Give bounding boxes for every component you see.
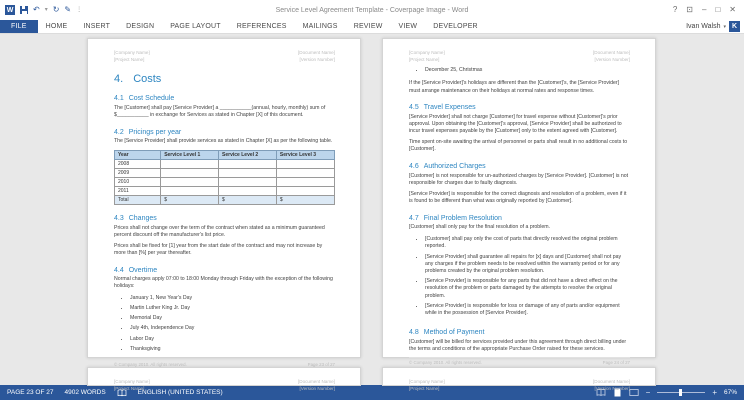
header-project-name: [Project Name] <box>114 386 145 392</box>
tab-file[interactable]: FILE <box>0 20 38 33</box>
quick-access-toolbar <box>0 5 82 15</box>
header-project-name: [Project Name] <box>409 57 440 63</box>
page-footer <box>114 359 335 367</box>
section-heading[interactable]: 4.3 Changes <box>114 215 157 223</box>
page-23[interactable] <box>87 38 361 367</box>
save-icon[interactable] <box>20 6 28 14</box>
paragraph[interactable]: The [Customer] shall pay [Service Provider] a ___________(annual, hourly, monthly) sum of $___________ in exchange for Services as stated in Chapter [X] of this document. <box>114 104 326 118</box>
chevron-down-icon: ▾ <box>723 23 726 30</box>
header-document-name: [Document Name] <box>592 379 630 384</box>
bullet-item[interactable]: • July 4th, Independence Day <box>130 325 335 332</box>
ribbon-display-options-icon[interactable]: ⊡ <box>686 5 693 14</box>
paragraph[interactable]: [Service Provider] shall not charge [Customer] for travel expense without [Customer]'s prior approval. Upon obtaining the [Customer]'s approval, [Service Provider] shall be authorized to incur travel expenses payable by the [Customer] only to the extent agreed with [Customer]. <box>409 113 622 135</box>
section-heading[interactable]: 4.5 Travel Expenses <box>409 104 476 112</box>
zoom-in-button[interactable]: + <box>712 388 717 397</box>
window-title: Service Level Agreement Template - Coverpage Image - Word <box>275 6 469 14</box>
header-document-name: [Document Name] <box>592 50 630 55</box>
header-version-number: [Version Number] <box>299 386 335 392</box>
table-total-row <box>115 196 335 205</box>
tab-insert[interactable]: INSERT <box>83 23 111 30</box>
pricing-table[interactable] <box>114 150 335 205</box>
language-indicator[interactable]: ENGLISH (UNITED STATES) <box>137 389 223 396</box>
document-canvas[interactable] <box>0 34 744 392</box>
bullet-item[interactable]: • [Service Provider] is responsible for loss or damage of any of parts and/or equipment while in the possession of [Service Provider]. <box>425 303 630 318</box>
zoom-out-button[interactable]: − <box>645 388 651 397</box>
paragraph[interactable]: Time spent on-site awaiting the arrival of personnel or parts shall result in no additional costs to [Customer]. <box>409 139 628 153</box>
avatar[interactable]: K <box>729 21 740 32</box>
table-cell[interactable]: 2011 <box>115 187 161 196</box>
table-total-cell[interactable]: $ <box>161 196 219 205</box>
bullet-item[interactable]: • [Customer] shall pay only the cost of parts that directly resolved the original problem reported. <box>425 236 630 251</box>
bullet-item[interactable]: • December 25, Christmas <box>425 67 630 74</box>
section-heading[interactable]: 4.7 Final Problem Resolution <box>409 214 502 222</box>
table-cell[interactable] <box>161 169 219 178</box>
bullet-item[interactable]: • Memorial Day <box>130 315 335 322</box>
header-version-number: [Version Number] <box>594 386 630 392</box>
bullet-item[interactable]: • January 1, New Year's Day <box>130 295 335 302</box>
page-header <box>114 378 335 392</box>
page-indicator[interactable]: PAGE 23 OF 27 <box>7 389 54 396</box>
zoom-slider[interactable] <box>657 392 705 393</box>
table-cell[interactable]: 2009 <box>115 169 161 178</box>
bullet-item[interactable]: • [Service Provider] shall guarantee all repairs for [x] days and [Customer] shall not pay any charges if the problem needs to be resolved within the warranty period or for any problems created by the original problem resolution. <box>425 254 630 276</box>
table-row <box>115 160 335 169</box>
bullet-list <box>409 67 630 77</box>
table-row <box>115 187 335 196</box>
page-footer <box>409 357 630 365</box>
table-row <box>115 169 335 178</box>
table-cell[interactable]: 2008 <box>115 160 161 169</box>
table-cell[interactable] <box>161 178 219 187</box>
help-icon[interactable]: ? <box>672 5 678 14</box>
paragraph[interactable]: [Service Provider] is responsible for the correct diagnosis and resolution of a problem, even if it is found to be different than what was originally reported by [Customer]. <box>409 190 627 205</box>
header-document-name: [Document Name] <box>297 50 335 55</box>
footer-page-number: Page 24 of 27 <box>602 359 630 365</box>
table-header-cell[interactable]: Year <box>115 151 161 160</box>
section-heading[interactable]: 4.8 Method of Payment <box>409 329 485 337</box>
ribbon-tab-bar <box>0 20 744 34</box>
header-version-number: [Version Number] <box>594 57 630 63</box>
restore-icon[interactable]: □ <box>715 5 721 14</box>
table-total-cell[interactable]: Total <box>115 196 161 205</box>
tab-mailings[interactable]: MAILINGS <box>302 23 338 30</box>
tab-references[interactable]: REFERENCES <box>236 23 287 30</box>
web-layout-icon[interactable] <box>629 388 639 397</box>
footer-copyright: © Company 2010. All rights reserved. <box>409 359 482 365</box>
paragraph[interactable]: If the [Service Provider]'s holidays are different than the [Customer]'s, the [Service Provider] must arrange maintenance on their holidays at normal rates and response times. <box>409 80 620 94</box>
paragraph[interactable]: The [Service Provider] shall provide services as stated in Chapter [X] as per the following table. <box>114 138 333 145</box>
table-cell[interactable]: 2010 <box>115 178 161 187</box>
bullet-item[interactable]: • [Service Provider] is responsible for any parts that did not have a direct effect on the resolution of the problem or parts damaged by the attempts to resolve the original problem. <box>425 278 630 300</box>
paragraph[interactable]: [Customer] shall only pay for the final resolution of a problem. <box>409 224 550 231</box>
section-heading[interactable]: 4.1 Cost Schedule <box>114 95 175 103</box>
section-heading[interactable]: 4.6 Authorized Charges <box>409 163 486 171</box>
zoom-slider-thumb[interactable] <box>679 389 682 396</box>
table-cell[interactable] <box>219 187 277 196</box>
header-company-name: [Company Name] <box>114 50 150 55</box>
chapter-heading[interactable]: 4. Costs <box>114 73 162 86</box>
table-header-cell[interactable]: Service Level 3 <box>276 151 334 160</box>
table-cell[interactable] <box>276 178 334 187</box>
customize-toolbar-icon[interactable]: ⋮ <box>76 7 83 13</box>
table-cell[interactable] <box>161 160 219 169</box>
paragraph[interactable]: Prices shall not change over the term of the contract when stated as a minimum guaranteed percent discount off the manufacturer's list price. <box>114 224 325 238</box>
table-cell[interactable] <box>219 169 277 178</box>
bullet-item[interactable]: • Martin Luther King Jr. Day <box>130 305 335 312</box>
header-company-name: [Company Name] <box>409 50 445 55</box>
section-heading[interactable]: 4.2 Pricings per year <box>114 128 182 136</box>
paragraph[interactable]: [Customer] will be billed for services provided under this agreement through direct billing under the terms and conditions of the appropriate Purchase Order raised for these services. <box>409 338 627 352</box>
bullet-item[interactable]: • Labor Day <box>130 336 335 343</box>
bullet-list <box>409 236 630 320</box>
account-name[interactable]: Ivan Walsh <box>686 23 721 30</box>
title-bar <box>0 0 744 20</box>
tab-page-layout[interactable]: PAGE LAYOUT <box>170 23 221 30</box>
tab-home[interactable]: HOME <box>45 23 68 30</box>
tab-developer[interactable]: DEVELOPER <box>433 23 478 30</box>
tab-view[interactable]: VIEW <box>398 23 418 30</box>
format-painter-icon[interactable]: ✎ <box>64 5 72 14</box>
header-version-number: [Version Number] <box>299 57 335 63</box>
header-company-name: [Company Name] <box>114 379 150 384</box>
paragraph[interactable]: [Customer] is not responsible for un-authorized charges by [Service Provider]. [Customer] is not responsible for charges due to faulty diagnosis. <box>409 172 629 187</box>
footer-copyright: © Company 2010. All rights reserved. <box>114 361 187 367</box>
word-count[interactable]: 4902 WORDS <box>64 389 106 396</box>
table-cell[interactable] <box>276 187 334 196</box>
header-document-name: [Document Name] <box>297 379 335 384</box>
window-controls <box>673 5 744 15</box>
paragraph[interactable]: Prices shall be fixed for [1] year from the start date of the contract and may not increase by more than [%] per year thereafter. <box>114 242 323 256</box>
table-header-cell[interactable]: Service Level 2 <box>219 151 277 160</box>
page-header <box>114 49 335 63</box>
table-cell[interactable] <box>219 178 277 187</box>
header-project-name: [Project Name] <box>114 57 145 63</box>
section-heading[interactable]: 4.4 Overtime <box>114 266 158 274</box>
page-26[interactable] <box>382 367 656 392</box>
table-total-cell[interactable]: $ <box>276 196 334 205</box>
bullet-list <box>114 295 335 355</box>
tab-design[interactable]: DESIGN <box>126 23 155 30</box>
close-icon[interactable]: ✕ <box>729 5 736 14</box>
table-cell[interactable] <box>161 187 219 196</box>
tab-review[interactable]: REVIEW <box>353 23 383 30</box>
footer-page-number: Page 23 of 27 <box>307 361 335 367</box>
header-company-name: [Company Name] <box>409 379 445 384</box>
table-header-cell[interactable]: Service Level 1 <box>161 151 219 160</box>
paragraph[interactable]: Normal charges apply 07:00 to 18:00 Monday through Friday with the exception of the following holidays: <box>114 276 333 290</box>
undo-dropdown-icon[interactable]: ▾ <box>44 7 48 13</box>
page-header <box>409 378 630 392</box>
header-project-name: [Project Name] <box>409 386 440 392</box>
bullet-item[interactable]: • Thanksgiving <box>130 346 335 353</box>
undo-icon[interactable]: ↶ <box>33 5 40 14</box>
page-header <box>409 49 630 63</box>
table-cell[interactable] <box>219 160 277 169</box>
page-25[interactable] <box>87 367 361 392</box>
ribbon-tabs <box>0 20 486 33</box>
zoom-level[interactable]: 67% <box>723 389 737 396</box>
status-bar <box>0 385 744 400</box>
table-cell[interactable] <box>276 169 334 178</box>
account-area[interactable] <box>686 20 744 33</box>
page-24[interactable] <box>382 38 656 365</box>
table-cell[interactable] <box>276 160 334 169</box>
redo-icon[interactable]: ↻ <box>52 5 60 14</box>
word-app-icon[interactable]: W <box>6 6 14 14</box>
minimize-icon[interactable]: – <box>702 5 707 14</box>
table-total-cell[interactable]: $ <box>219 196 277 205</box>
table-row <box>115 178 335 187</box>
